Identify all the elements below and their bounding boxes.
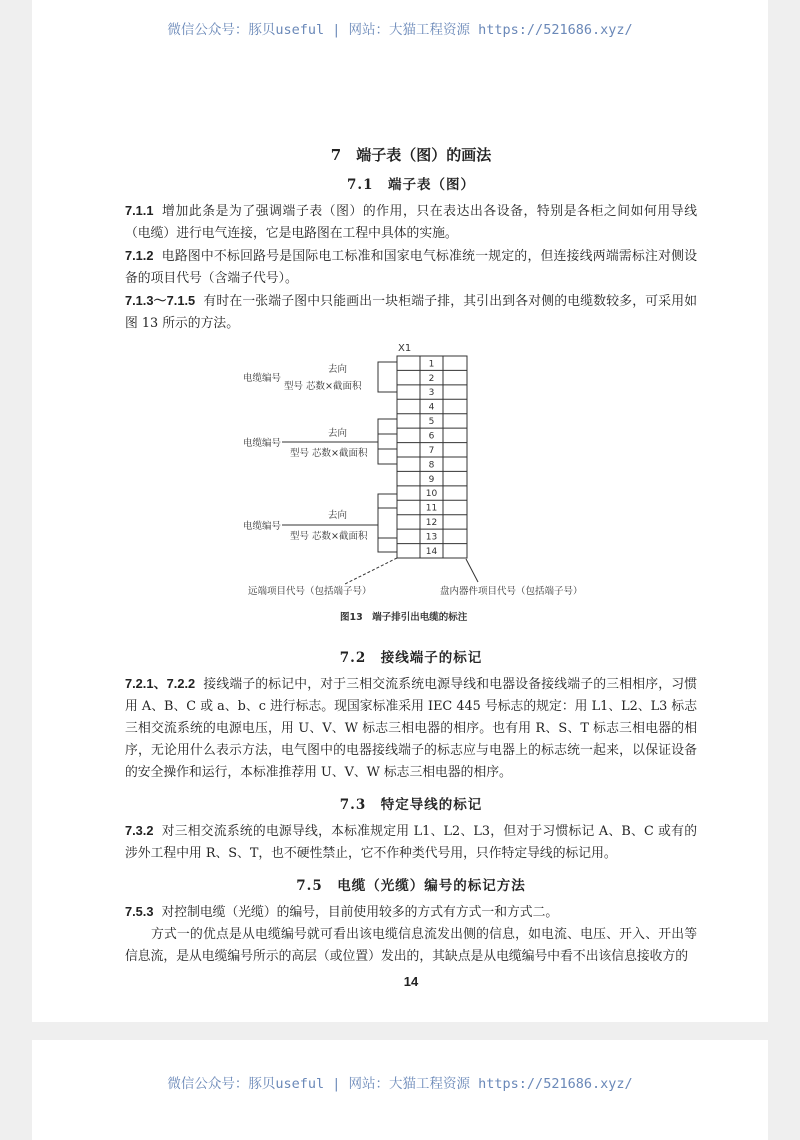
heading-7-1: 7.1 端子表（图） [347, 177, 475, 193]
next-page [32, 1040, 768, 1140]
spec-label: 型号 芯数×截面积 [290, 448, 368, 459]
terminal-number: 10 [425, 489, 438, 500]
terminal-number: 3 [428, 388, 435, 399]
cable-label: 电缆编号 [243, 438, 282, 449]
direction-label: 去向 [328, 364, 348, 375]
spec-label: 型号 芯数×截面积 [290, 531, 368, 542]
paragraph-7-1-1: 7.1.1 增加此条是为了强调端子表（图）的作用，只在表达出各设备，特别是各柜之间如何用导线（电缆）进行电气连接，它是电路图在工程中具体的实施。 [125, 203, 697, 241]
document-page [32, 0, 768, 1022]
heading-7-5: 7.5 电缆（光缆）编号的标记方法 [296, 878, 526, 894]
terminal-number: 1 [428, 359, 435, 370]
direction-label: 去向 [328, 428, 348, 439]
heading-7-3: 7.3 特定导线的标记 [339, 797, 483, 813]
terminal-diagram [32, 339, 768, 629]
paragraph-7-5-3-cont: 方式一的优点是从电缆编号就可看出该电缆信息流发出侧的信息，如电流、电压、开入、开出等信息流，是从电缆编号所示的高层（或位置）发出的，其缺点是从电缆编号中看不出该信息接收方的 [125, 927, 697, 964]
terminal-number: 8 [428, 460, 435, 471]
watermark: 微信公众号：豚贝useful | 网站：大猫工程资源 https://521686.xyz/ [167, 22, 633, 38]
terminal-number: 11 [425, 503, 438, 514]
terminal-number: 7 [428, 445, 435, 456]
terminal-number: 9 [428, 474, 435, 485]
paragraph-7-3-2: 7.3.2 对三相交流系统的电源导线，本标准规定用 L1、L2、L3，但对于习惯标记 A、B、C 或有的涉外工程中用 R、S、T，也不硬性禁止，它不作种类代号用，只作特定导线的标记用。 [125, 823, 697, 861]
terminal-number: 5 [428, 417, 435, 428]
spec-label: 型号 芯数×截面积 [284, 381, 362, 392]
terminal-block-label: X1 [398, 343, 412, 354]
terminal-number: 4 [428, 402, 435, 413]
terminal-number: 13 [425, 532, 438, 543]
section-title: 7 端子表（图）的画法 [330, 146, 492, 164]
terminal-number: 2 [428, 373, 435, 384]
remote-code-label: 远端项目代号（包括端子号） [248, 586, 372, 597]
cable-label: 电缆编号 [243, 521, 282, 532]
watermark: 微信公众号：豚贝useful | 网站：大猫工程资源 https://521686.xyz/ [167, 1076, 633, 1092]
paragraph-7-5-3: 7.5.3 对控制电缆（光缆）的编号，目前使用较多的方式有方式一和方式二。 [125, 904, 559, 920]
direction-label: 去向 [328, 510, 348, 521]
local-code-label: 盘内器件项目代号（包括端子号） [440, 586, 583, 597]
terminal-number: 14 [425, 546, 438, 557]
heading-7-2: 7.2 接线端子的标记 [339, 650, 483, 666]
terminal-number: 6 [428, 431, 435, 442]
figure-caption: 图13 端子排引出电缆的标注 [340, 612, 468, 623]
terminal-number: 12 [425, 518, 438, 529]
cable-label: 电缆编号 [243, 373, 282, 384]
paragraph-7-1-3: 7.1.3～7.1.5 有时在一张端子图中只能画出一块柜端子排，其引出到各对侧的电缆数较多，可采用如图 13 所示的方法。 [125, 293, 697, 331]
page-number: 14 [403, 974, 419, 989]
paragraph-7-2-1: 7.2.1、7.2.2 接线端子的标记中，对于三相交流系统电源导线和电器设备接线端子的三相相序，习惯用 A、B、C 或 a、b、c 进行标志。现国家标准采用 IEC 445 号标志的规定：用 L1、L2、L3 标志三相交流系统的电源电压，用 U、V、W 标志三相电器的相序。也有用 R、S、T 标志三相电器的相序，无论用什么表示方法，电气图中的电器接线端子的标志应与电器上的标志统一起来，以保证设备的安全操作和运行，本标准推荐用 U、V、W 标志三相电器的相序。 [125, 676, 697, 780]
document-body [125, 144, 697, 992]
paragraph-7-1-2: 7.1.2 电路图中不标回路号是国际电工标准和国家电气标准统一规定的，但连接线两端需标注对侧设备的项目代号（含端子代号）。 [125, 248, 697, 286]
